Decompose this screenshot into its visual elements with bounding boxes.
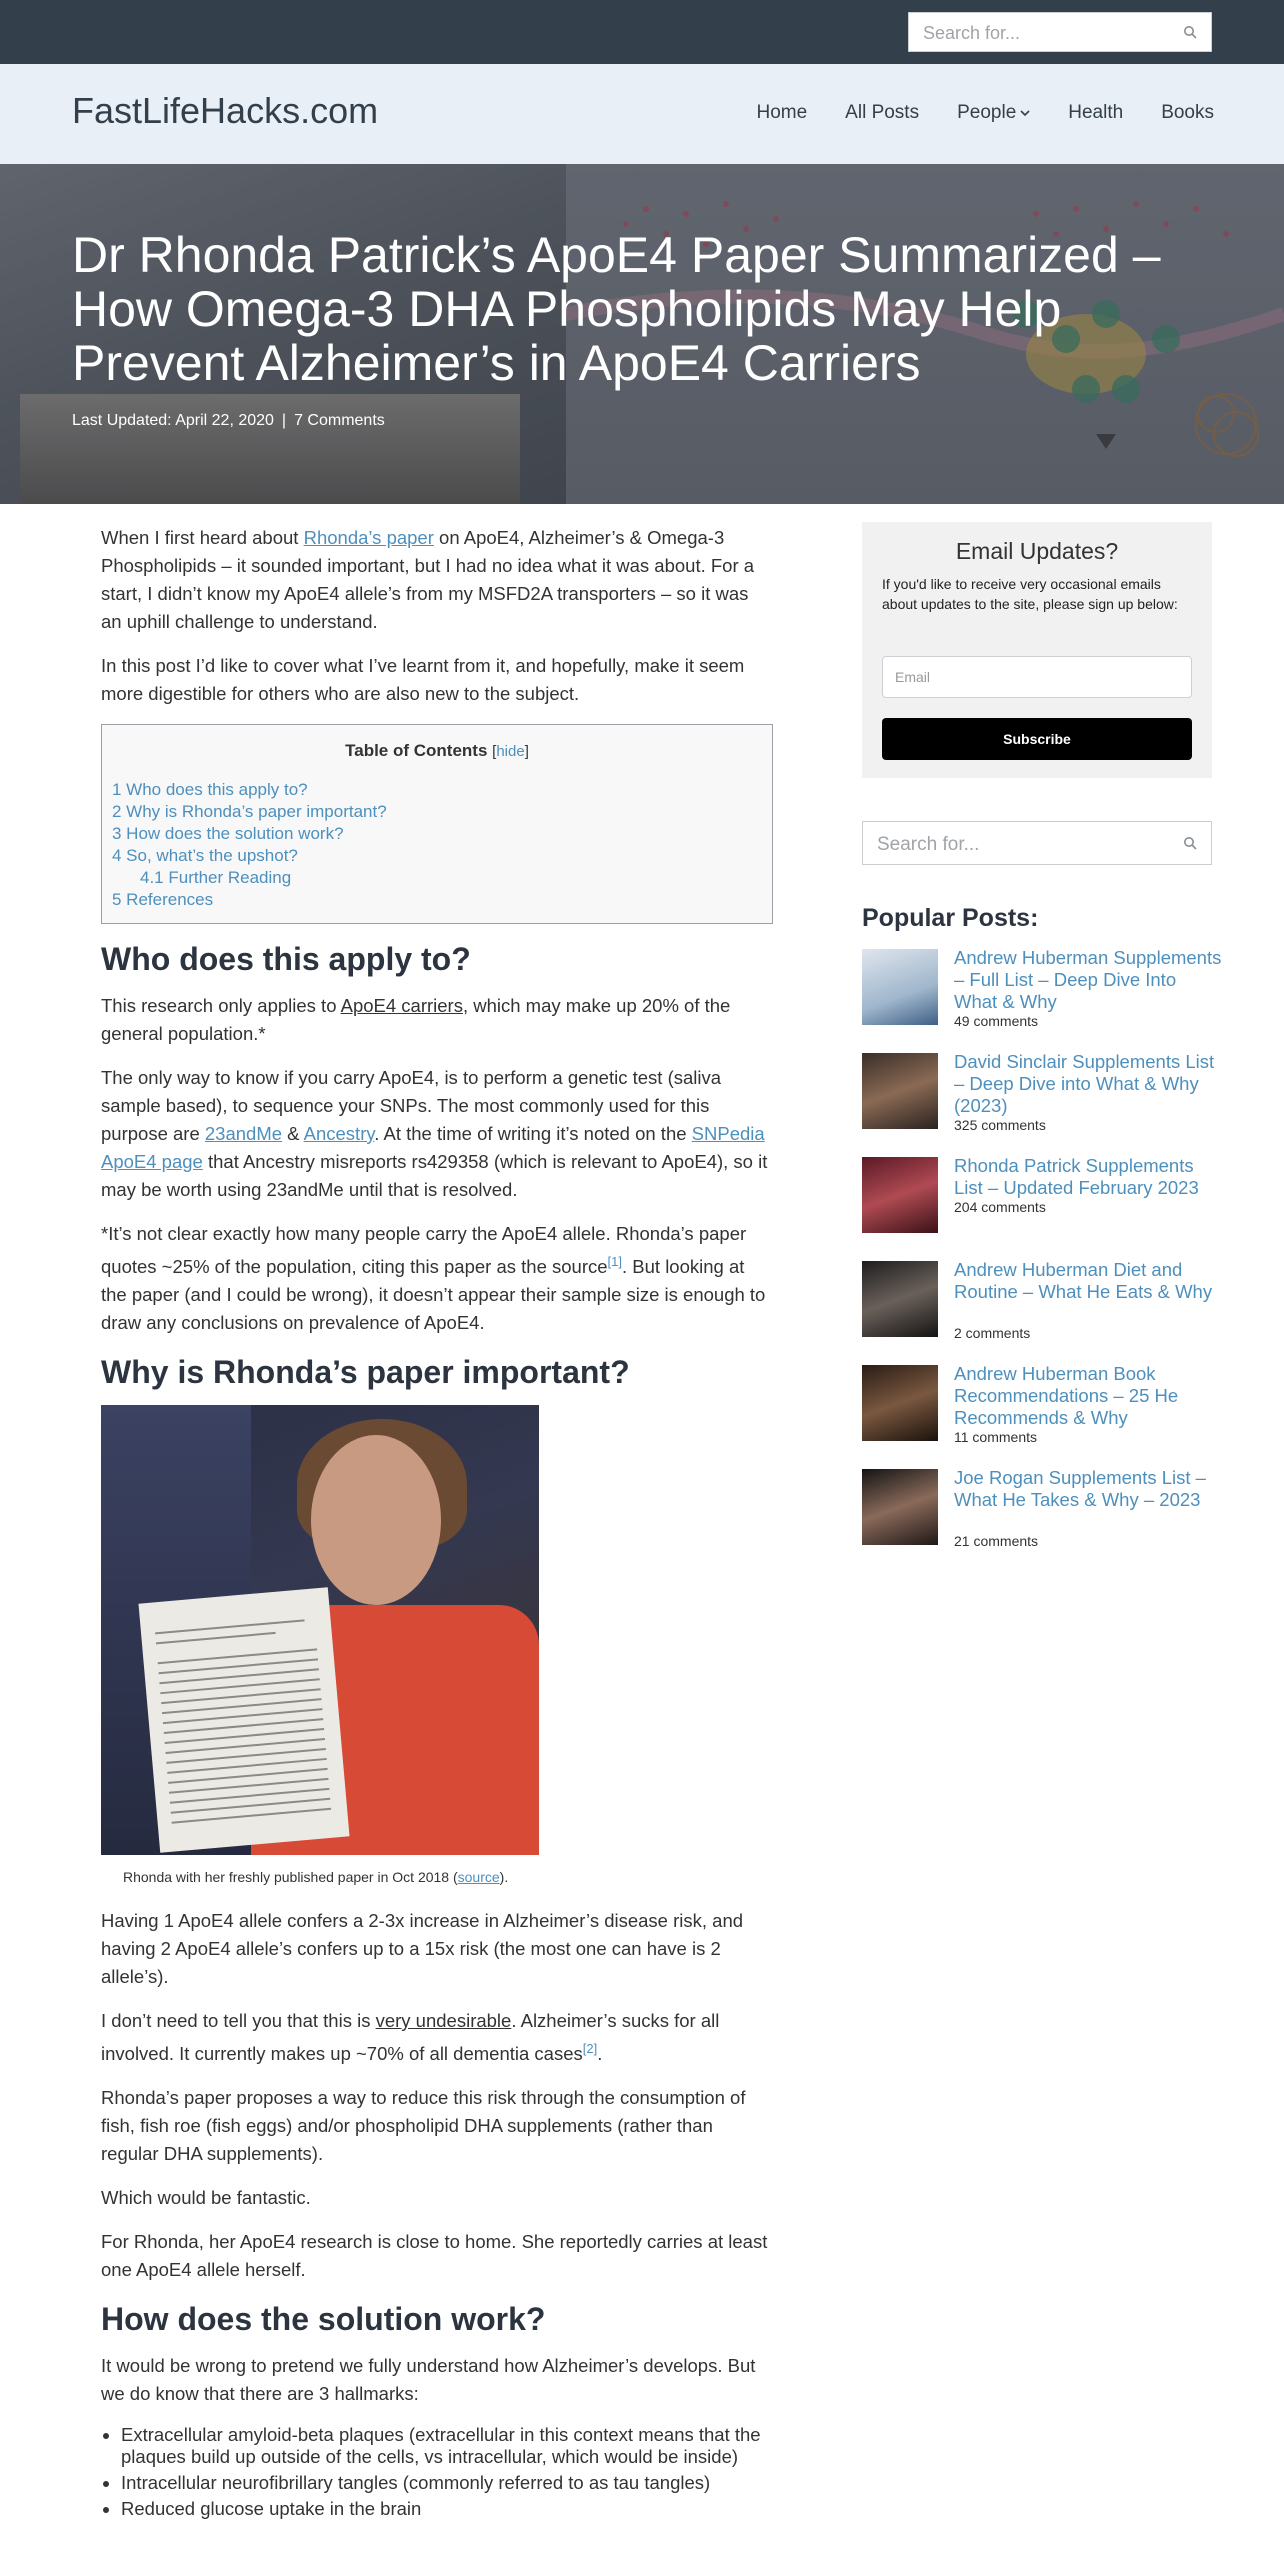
heading-how: How does the solution work? bbox=[101, 2301, 546, 2338]
why-paragraph-2: I don’t need to tell you that this is very undesirable. Alzheimer’s sucks for all involved. It currently makes up ~70% of all dementia cases[2]. bbox=[101, 2010, 720, 2065]
comments-link[interactable]: 7 Comments bbox=[294, 412, 385, 429]
post-title[interactable]: Joe Rogan Supplements List – What He Takes & Why – 2023 bbox=[954, 1467, 1206, 1510]
nav-home[interactable]: Home bbox=[756, 102, 808, 123]
toc-item[interactable]: 2 Why is Rhonda’s paper important? bbox=[112, 802, 387, 821]
heading-who: Who does this apply to? bbox=[101, 941, 471, 977]
popular-post[interactable] bbox=[862, 1363, 1222, 1467]
nav-health[interactable]: Health bbox=[1068, 102, 1124, 123]
very-undesirable-link[interactable]: very undesirable bbox=[375, 2010, 512, 2032]
post-thumbnail[interactable] bbox=[862, 1469, 938, 1545]
post-comments: 325 comments bbox=[954, 1117, 1046, 1133]
reference-2[interactable]: [2] bbox=[582, 2041, 598, 2057]
email-widget-description: If you'd like to receive very occasional emails about updates to the site, please sign up below: bbox=[882, 576, 1178, 612]
how-paragraph-1: It would be wrong to pretend we fully understand how Alzheimer’s develops. But we do know that there are 3 hallmarks: bbox=[101, 2355, 756, 2405]
list-item: • Reduced glucose uptake in the brain bbox=[121, 2498, 773, 2520]
toc-item[interactable]: 3 How does the solution work? bbox=[112, 824, 344, 843]
email-signup-widget bbox=[862, 522, 1212, 778]
hero-banner bbox=[0, 164, 1284, 504]
rhonda-photo bbox=[101, 1405, 539, 1855]
toc-item[interactable]: 4 So, what’s the upshot? bbox=[112, 846, 298, 865]
email-widget-title: Email Updates? bbox=[955, 538, 1119, 564]
popular-post[interactable] bbox=[862, 1259, 1222, 1363]
toc-item[interactable]: 4.1 Further Reading bbox=[140, 868, 292, 887]
post-thumbnail[interactable] bbox=[862, 1261, 938, 1337]
post-title[interactable]: Andrew Huberman Book Recommendations – 25 He Recommends & Why bbox=[954, 1363, 1179, 1428]
23andme-link[interactable]: 23andMe bbox=[204, 1123, 283, 1144]
toc-title: Table of Contents [hide] bbox=[345, 741, 529, 760]
sidebar-search-input[interactable] bbox=[862, 821, 1212, 865]
nav-people-label: People bbox=[957, 102, 1017, 123]
post-title[interactable]: David Sinclair Supplements List – Deep Dive into What & Why (2023) bbox=[954, 1051, 1215, 1116]
chevron-down-icon bbox=[1020, 109, 1030, 117]
top-bar bbox=[0, 0, 1284, 64]
popular-posts-title: Popular Posts: bbox=[862, 904, 1039, 932]
nav-all-posts[interactable]: All Posts bbox=[845, 102, 920, 123]
site-logo[interactable]: FastLifeHacks.com bbox=[72, 90, 379, 131]
post-thumbnail[interactable] bbox=[862, 1157, 938, 1233]
search-icon[interactable] bbox=[1183, 836, 1197, 855]
reference-1[interactable]: [1] bbox=[607, 1254, 622, 1269]
intro-paragraph: When I first heard about Rhonda’s paper on ApoE4, Alzheimer’s & Omega-3 Phospholipids – it sounded important, but I had no idea what it was about. For a start, I didn’t know my ApoE4 allele’s from my MSFD2A transporters – so it was an uphill challenge to understand. bbox=[101, 527, 755, 632]
list-item: • Extracellular amyloid-beta plaques (extracellular in this context means that the plaques build up outside of the cells, vs intracellular, which would be inside) bbox=[121, 2424, 773, 2468]
site-header bbox=[0, 64, 1284, 164]
post-thumbnail[interactable] bbox=[862, 949, 938, 1025]
email-placeholder: Email bbox=[895, 669, 931, 685]
post-title[interactable]: Andrew Huberman Supplements – Full List – Deep Dive Into What & Why bbox=[954, 947, 1222, 1012]
toc-hide-link[interactable]: hide bbox=[496, 743, 525, 760]
toc-item[interactable]: 5 References bbox=[112, 890, 214, 909]
post-comments: 49 comments bbox=[954, 1013, 1039, 1029]
why-paragraph-3: Rhonda’s paper proposes a way to reduce this risk through the consumption of fish, fish roe (fish eggs) and/or phospholipid DHA supplements (rather than regular DHA supplements). bbox=[101, 2087, 746, 2165]
post-meta bbox=[72, 412, 385, 430]
last-updated: Last Updated: April 22, 2020 bbox=[72, 412, 274, 429]
post-thumbnail[interactable] bbox=[862, 1365, 938, 1441]
meta-separator: | bbox=[281, 412, 287, 429]
hallmarks-list bbox=[121, 2424, 773, 2520]
post-comments: 204 comments bbox=[954, 1199, 1046, 1215]
list-item: • Intracellular neurofibrillary tangles (commonly referred to as tau tangles) bbox=[121, 2472, 773, 2494]
post-title[interactable]: Rhonda Patrick Supplements List – Updated February 2023 bbox=[954, 1155, 1199, 1198]
page-title: Dr Rhonda Patrick’s ApoE4 Paper Summarized – How Omega-3 DHA Phospholipids May Help Prevent Alzheimer’s in ApoE4 Carriers bbox=[72, 227, 1161, 391]
toc-list bbox=[112, 779, 387, 911]
email-field[interactable] bbox=[882, 656, 1192, 698]
post-comments: 2 comments bbox=[954, 1325, 1031, 1341]
ancestry-link[interactable]: Ancestry bbox=[303, 1123, 375, 1144]
why-paragraph-1: Having 1 ApoE4 allele confers a 2-3x increase in Alzheimer’s disease risk, and having 2 ApoE4 allele’s confers up to a 15x risk (the most one can have is 2 allele’s). bbox=[101, 1910, 744, 1988]
popular-post[interactable] bbox=[862, 1051, 1222, 1155]
top-search-input[interactable] bbox=[908, 12, 1212, 52]
table-of-contents bbox=[101, 724, 773, 924]
subscribe-button[interactable]: Subscribe bbox=[882, 718, 1192, 760]
search-icon[interactable] bbox=[1183, 25, 1197, 44]
intro-paragraph-2: In this post I’d like to cover what I’ve learnt from it, and hopefully, make it seem more digestible for others who are also new to the subject. bbox=[101, 655, 745, 704]
post-comments: 21 comments bbox=[954, 1533, 1039, 1549]
apoe4-carriers-link[interactable]: ApoE4 carriers bbox=[340, 995, 463, 1016]
why-paragraph-5: For Rhonda, her ApoE4 research is close to home. She reportedly carries at least one ApoE4 allele herself. bbox=[101, 2231, 768, 2281]
sidebar-search-placeholder: Search for... bbox=[877, 834, 980, 855]
popular-posts bbox=[862, 904, 1222, 1571]
popular-post[interactable] bbox=[862, 1467, 1222, 1571]
top-search-placeholder: Search for... bbox=[923, 23, 1021, 43]
heading-why: Why is Rhonda’s paper important? bbox=[101, 1354, 630, 1391]
post-comments: 11 comments bbox=[954, 1429, 1037, 1445]
article-body bbox=[101, 524, 773, 2524]
who-paragraph-3: *It’s not clear exactly how many people carry the ApoE4 allele. Rhonda’s paper quotes ~25% of the population, citing this paper as the source[1]. But looking at the paper (and I could be wrong), it doesn’t appear their sample size is enough to draw any conclusions on prevalence of ApoE4. bbox=[101, 1223, 766, 1334]
nav-books[interactable]: Books bbox=[1161, 102, 1214, 123]
who-paragraph-2: The only way to know if you carry ApoE4, is to perform a genetic test (saliva sample based), to sequence your SNPs. The most commonly used for this purpose are 23andMe & Ancestry. At the time of writing it’s noted on the SNPedia ApoE4 page that Ancestry misreports rs429358 (which is relevant to ApoE4), so it may be worth using 23andMe until that is resolved. bbox=[101, 1067, 768, 1200]
popular-post[interactable] bbox=[862, 947, 1222, 1051]
post-thumbnail[interactable] bbox=[862, 1053, 938, 1129]
why-paragraph-4: Which would be fantastic. bbox=[101, 2187, 311, 2209]
toc-item[interactable]: 1 Who does this apply to? bbox=[112, 780, 308, 799]
rhondas-paper-link[interactable]: Rhonda’s paper bbox=[303, 527, 434, 548]
caption-source-link[interactable]: source bbox=[457, 1869, 500, 1886]
main-nav bbox=[718, 102, 1214, 124]
who-paragraph-1: This research only applies to ApoE4 carriers, which may make up 20% of the general population.* bbox=[101, 995, 731, 1044]
popular-post[interactable] bbox=[862, 1155, 1222, 1259]
post-title[interactable]: Andrew Huberman Diet and Routine – What He Eats & Why bbox=[954, 1259, 1213, 1302]
photo-caption: Rhonda with her freshly published paper in Oct 2018 (source). bbox=[123, 1869, 509, 1886]
nav-people[interactable] bbox=[957, 102, 1030, 124]
snpedia-link[interactable]: SNPedia ApoE4 page bbox=[101, 1123, 765, 1172]
